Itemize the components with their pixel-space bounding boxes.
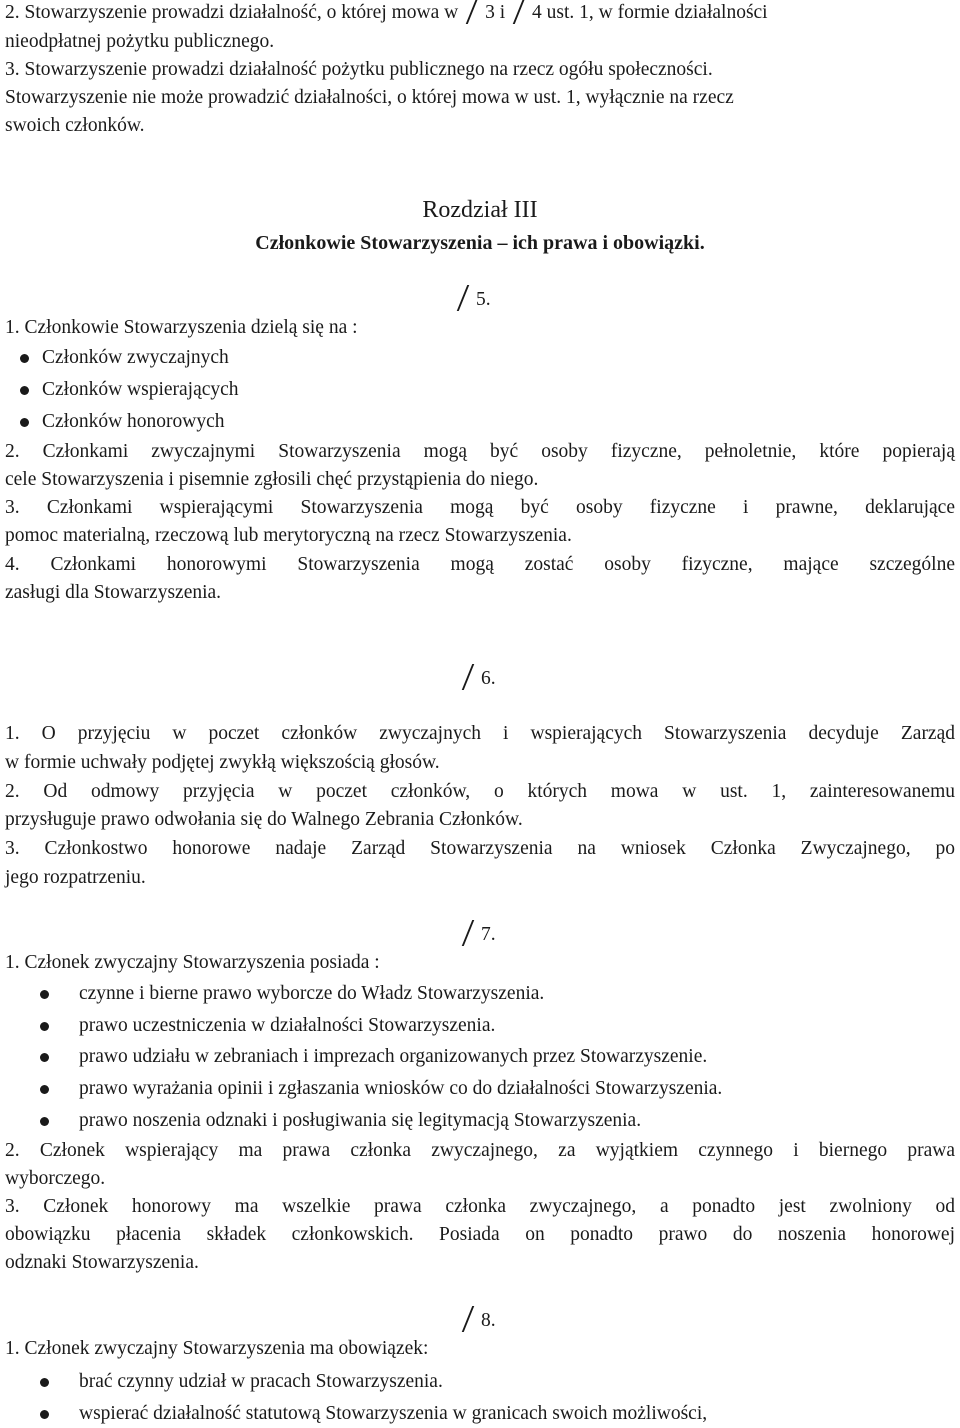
paragraph-line: 1. Członkowie Stowarzyszenia dzielą się na : bbox=[5, 317, 358, 338]
bullet-icon bbox=[40, 1378, 49, 1387]
section-number bbox=[459, 1306, 496, 1335]
paragraph-line bbox=[5, 0, 768, 27]
paragraph-line: 1. Członek zwyczajny Stowarzyszenia posiada : bbox=[5, 952, 380, 973]
bullet-icon bbox=[40, 1117, 49, 1126]
paragraph-line: obowiązku płacenia składek członkowskich. Posiada on ponadto prawo do noszenia honorowej bbox=[5, 1224, 955, 1245]
section-sign-icon bbox=[454, 285, 476, 311]
bullet-icon bbox=[40, 1053, 49, 1062]
section-number-text: 7. bbox=[481, 924, 496, 945]
section-number-text: 6. bbox=[481, 668, 496, 689]
list-item: Członków zwyczajnych bbox=[42, 347, 229, 368]
paragraph-line: odznaki Stowarzyszenia. bbox=[5, 1252, 199, 1273]
text-fragment: 2. Stowarzyszenie prowadzi działalność, o której mowa w bbox=[5, 2, 459, 23]
bullet-icon bbox=[40, 1022, 49, 1031]
bullet-icon bbox=[40, 1410, 49, 1419]
list-item: Członków honorowych bbox=[42, 411, 225, 432]
list-item: czynne i bierne prawo wyborcze do Władz Stowarzyszenia. bbox=[79, 983, 545, 1004]
text-fragment: 4 ust. 1, w formie działalności bbox=[532, 2, 768, 23]
list-item: prawo noszenia odznaki i posługiwania się legitymacją Stowarzyszenia. bbox=[79, 1110, 642, 1131]
section-sign-icon bbox=[459, 920, 481, 946]
paragraph-line: swoich członków. bbox=[5, 115, 145, 136]
section-sign-icon bbox=[463, 0, 485, 24]
chapter-title: Rozdział III bbox=[422, 197, 538, 223]
paragraph-line: zasługi dla Stowarzyszenia. bbox=[5, 582, 222, 603]
section-number bbox=[454, 285, 491, 314]
paragraph-line: pomoc materialną, rzeczową lub merytoryczną na rzecz Stowarzyszenia. bbox=[5, 525, 572, 546]
paragraph-line: przysługuje prawo odwołania się do Walnego Zebrania Członków. bbox=[5, 809, 523, 830]
chapter-subtitle: Członkowie Stowarzyszenia – ich prawa i obowiązki. bbox=[255, 232, 705, 254]
paragraph-line: 3. Członkostwo honorowe nadaje Zarząd Stowarzyszenia na wniosek Członka Zwyczajnego, po bbox=[5, 838, 955, 859]
list-item: wspierać działalność statutową Stowarzyszenia w granicach swoich możliwości, bbox=[79, 1403, 708, 1424]
section-number-text: 8. bbox=[481, 1310, 496, 1331]
bullet-icon bbox=[40, 990, 49, 999]
paragraph-line: 3. Członkami wspierającymi Stowarzyszenia mogą być osoby fizyczne i prawne, deklarujące bbox=[5, 497, 955, 518]
text-fragment: 3 i bbox=[485, 2, 506, 23]
section-sign-icon bbox=[459, 1306, 481, 1332]
list-item: prawo udziału w zebraniach i imprezach organizowanych przez Stowarzyszenie. bbox=[79, 1046, 708, 1067]
list-item: brać czynny udział w pracach Stowarzyszenia. bbox=[79, 1371, 443, 1392]
paragraph-line: 2. Członkami zwyczajnymi Stowarzyszenia mogą być osoby fizyczne, pełnoletnie, które popierają bbox=[5, 441, 955, 462]
paragraph-line: 2. Od odmowy przyjęcia w poczet członków, o których mowa w ust. 1, zainteresowanemu bbox=[5, 781, 955, 802]
paragraph-line: 4. Członkami honorowymi Stowarzyszenia mogą zostać osoby fizyczne, mające szczególne bbox=[5, 554, 955, 575]
section-sign-icon bbox=[510, 0, 532, 24]
list-item: prawo wyrażania opinii i zgłaszania wniosków co do działalności Stowarzyszenia. bbox=[79, 1078, 723, 1099]
bullet-icon bbox=[20, 354, 29, 363]
paragraph-line: jego rozpatrzeniu. bbox=[5, 867, 146, 888]
section-number-text: 5. bbox=[476, 289, 491, 310]
paragraph-line: 3. Stowarzyszenie prowadzi działalność pożytku publicznego na rzecz ogółu społeczności. bbox=[5, 59, 713, 80]
bullet-icon bbox=[20, 418, 29, 427]
section-number bbox=[459, 920, 496, 949]
paragraph-line: cele Stowarzyszenia i pisemnie zgłosili chęć przystąpienia do niego. bbox=[5, 469, 539, 490]
paragraph-line: 1. O przyjęciu w poczet członków zwyczajnych i wspierających Stowarzyszenia decyduje Zarząd bbox=[5, 723, 955, 744]
paragraph-line: Stowarzyszenie nie może prowadzić działalności, o której mowa w ust. 1, wyłącznie na rzecz bbox=[5, 87, 734, 108]
section-number bbox=[459, 664, 496, 693]
paragraph-line: 2. Członek wspierający ma prawa członka zwyczajnego, za wyjątkiem czynnego i biernego prawa bbox=[5, 1140, 955, 1161]
paragraph-line: wyborczego. bbox=[5, 1168, 106, 1189]
paragraph-line: w formie uchwały podjętej zwykłą większością głosów. bbox=[5, 752, 440, 773]
bullet-icon bbox=[40, 1085, 49, 1094]
list-item: prawo uczestniczenia w działalności Stowarzyszenia. bbox=[79, 1015, 496, 1036]
bullet-icon bbox=[20, 386, 29, 395]
paragraph-line: 1. Członek zwyczajny Stowarzyszenia ma obowiązek: bbox=[5, 1338, 429, 1359]
paragraph-line: 3. Członek honorowy ma wszelkie prawa członka zwyczajnego, a ponadto jest zwolniony od bbox=[5, 1196, 955, 1217]
paragraph-line: nieodpłatnej pożytku publicznego. bbox=[5, 31, 275, 52]
section-sign-icon bbox=[459, 664, 481, 690]
list-item: Członków wspierających bbox=[42, 379, 239, 400]
